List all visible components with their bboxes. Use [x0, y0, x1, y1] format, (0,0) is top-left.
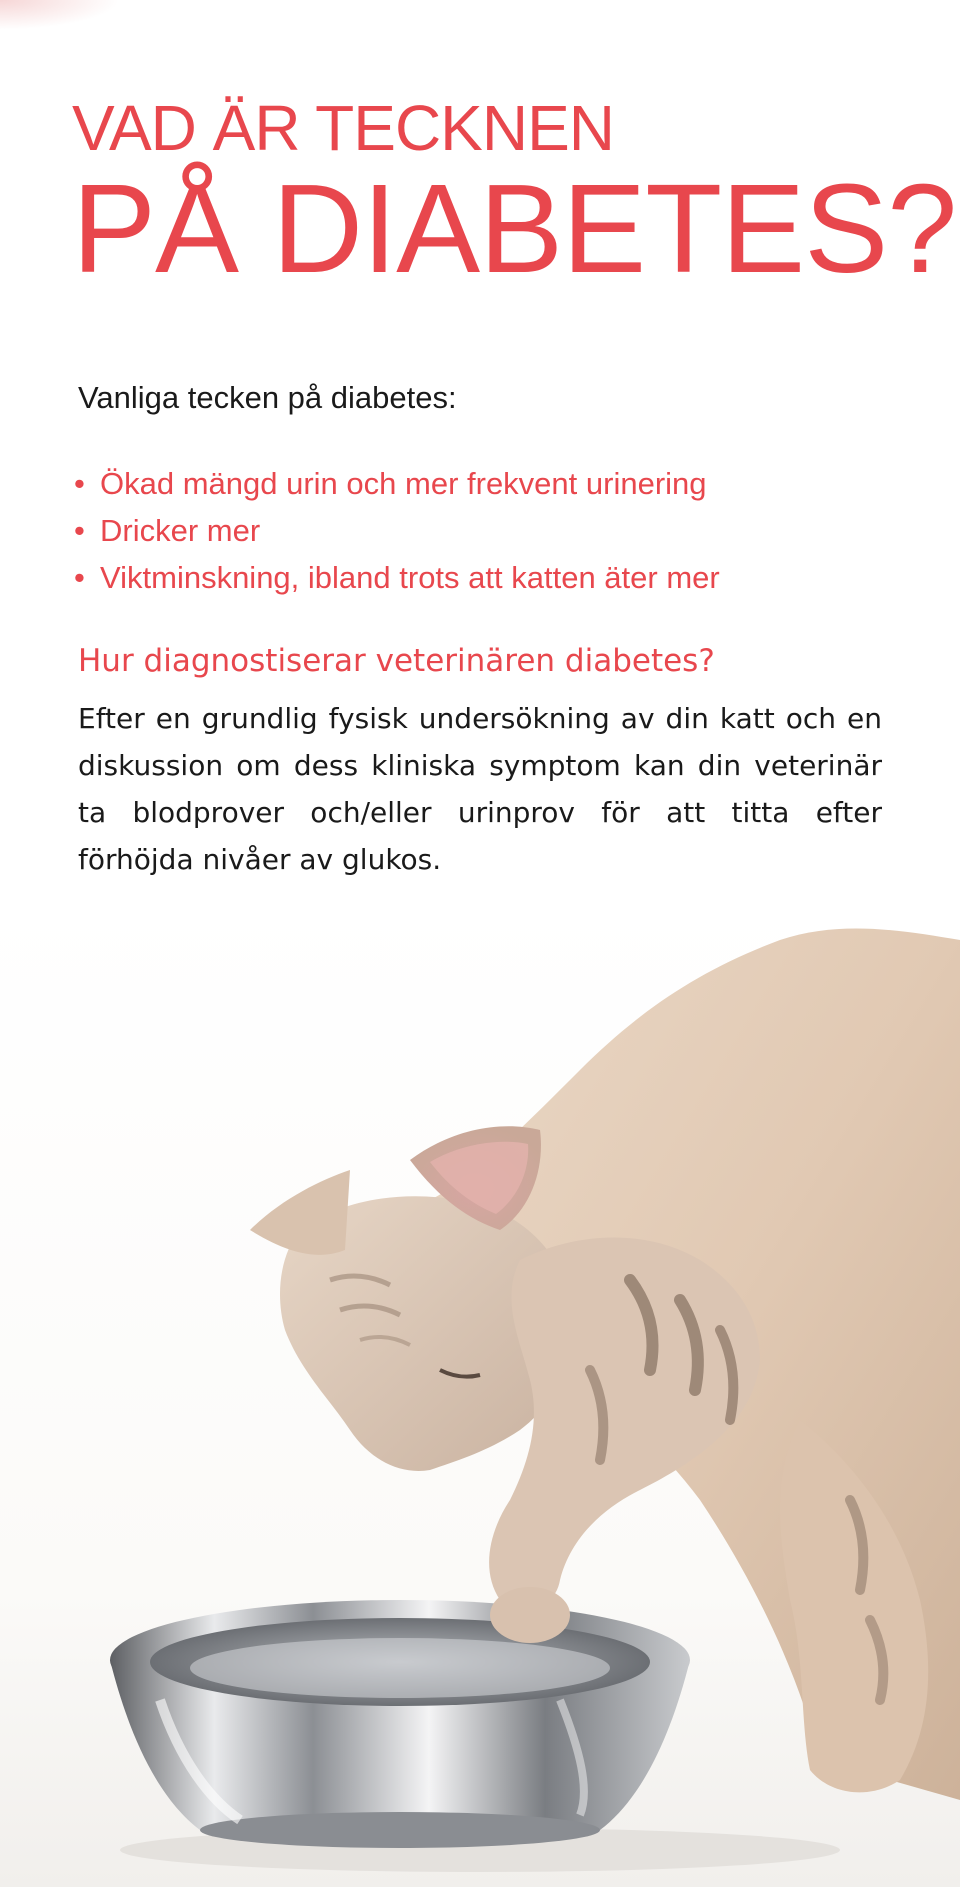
- list-item: [74, 507, 720, 554]
- list-item: [74, 460, 720, 507]
- list-item: [74, 554, 720, 601]
- bullet-dot: •: [74, 466, 85, 501]
- section-body: Efter en grundlig fysisk undersökning av din katt och en diskussion om dess kliniska symptom kan din veterinär ta blodprover och/eller urinprov för att titta efter förhöjda nivåer av glukos.: [78, 702, 882, 876]
- heading-line-2: PÅ DIABETES?: [72, 158, 957, 299]
- signs-list: [74, 460, 720, 601]
- heading-line-1: VAD ÄR TECKNEN: [72, 92, 614, 164]
- sign-text: Ökad mängd urin och mer frekvent urinering: [100, 466, 707, 501]
- sign-text: Dricker mer: [100, 513, 261, 548]
- cat-illustration: [0, 900, 960, 1887]
- sign-text: Viktminskning, ibland trots att katten äter mer: [100, 560, 720, 595]
- section-title: Hur diagnostiserar veterinären diabetes?: [78, 643, 715, 679]
- intro-text: Vanliga tecken på diabetes:: [78, 380, 457, 415]
- bullet-dot: •: [74, 560, 85, 595]
- bullet-dot: •: [74, 513, 85, 548]
- corner-tint: [0, 0, 120, 30]
- cat-eating-photo: [0, 900, 960, 1887]
